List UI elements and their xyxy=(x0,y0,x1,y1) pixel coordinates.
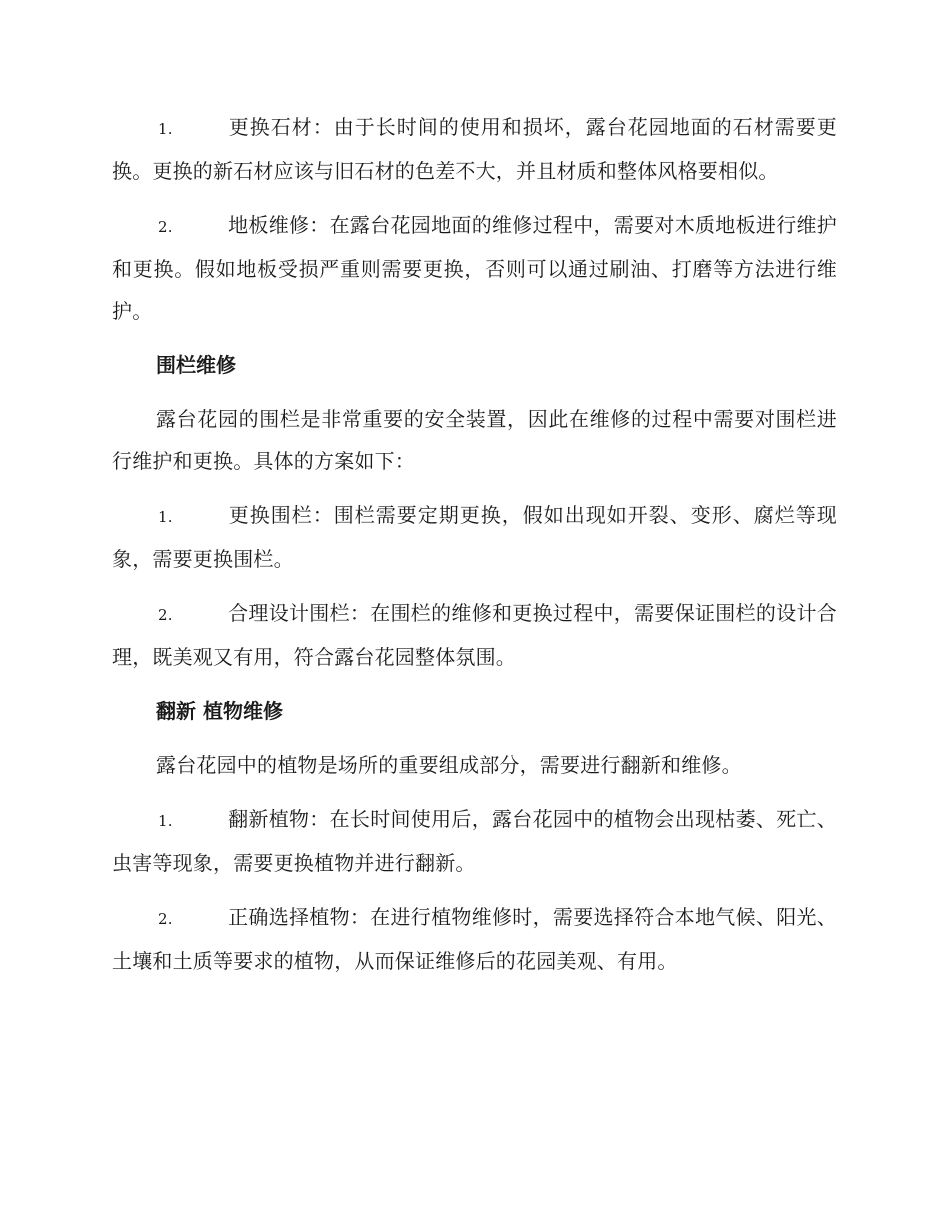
section-heading-fence: 围栏维修 xyxy=(156,353,236,377)
list-item-text: 翻新植物：在长时间使用后，露台花园中的植物会出现枯萎、死亡、虫害等现象，需要更换植物并进行翻新。 xyxy=(112,807,837,875)
list-number: 1. xyxy=(158,812,173,830)
list-item-text: 合理设计围栏：在围栏的维修和更换过程中，需要保证围栏的设计合理，既美观又有用，符合露台花园整体氛围。 xyxy=(112,601,837,669)
list-number: 2. xyxy=(158,218,173,236)
list-item xyxy=(112,896,837,982)
document-page xyxy=(112,106,837,994)
list-item-text: 更换围栏：围栏需要定期更换，假如出现如开裂、变形、腐烂等现象，需要更换围栏。 xyxy=(112,503,837,571)
list-item-text: 正确选择植物：在进行植物维修时，需要选择符合本地气候、阳光、土壤和土质等要求的植物，从而保证维修后的花园美观、有用。 xyxy=(112,905,837,973)
list-number: 2. xyxy=(158,606,173,624)
list-item-text: 更换石材：由于长时间的使用和损坏，露台花园地面的石材需要更换。更换的新石材应该与旧石材的色差不大，并且材质和整体风格要相似。 xyxy=(112,115,837,183)
list-item xyxy=(112,494,837,580)
list-number: 1. xyxy=(158,508,173,526)
list-item xyxy=(112,798,837,884)
list-item xyxy=(112,204,837,332)
section-heading-plants: 翻新 植物维修 xyxy=(156,699,283,723)
list-item xyxy=(112,106,837,192)
list-item-text: 地板维修：在露台花园地面的维修过程中，需要对木质地板进行维护和更换。假如地板受损严重则需要更换，否则可以通过刷油、打磨等方法进行维护。 xyxy=(112,213,837,323)
list-item xyxy=(112,592,837,678)
list-number: 1. xyxy=(158,120,173,138)
section-intro: 露台花园中的植物是场所的重要组成部分，需要进行翻新和维修。 xyxy=(156,753,742,777)
list-number: 2. xyxy=(158,910,173,928)
section-intro: 露台花园的围栏是非常重要的安全装置，因此在维修的过程中需要对围栏进行维护和更换。具体的方案如下： xyxy=(112,407,837,473)
